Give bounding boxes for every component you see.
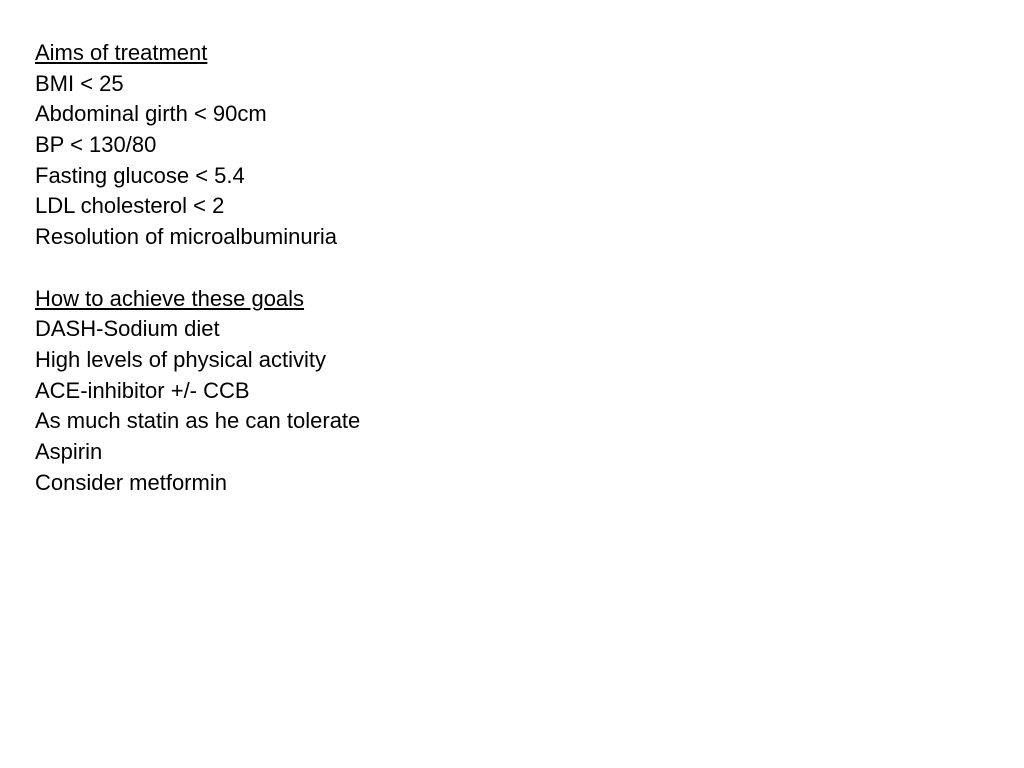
goals-item-dash-diet: DASH-Sodium diet bbox=[35, 316, 220, 342]
goals-item-ace-inhibitor: ACE-inhibitor +/- CCB bbox=[35, 377, 250, 403]
goals-item-aspirin: Aspirin bbox=[35, 438, 103, 464]
goals-item-statin: As much statin as he can tolerate bbox=[35, 408, 361, 434]
aims-item-bmi: BMI < 25 bbox=[35, 70, 124, 96]
aims-item-bp: BP < 130/80 bbox=[35, 132, 157, 158]
goals-item-physical-activity: High levels of physical activity bbox=[35, 346, 327, 372]
aims-item-ldl-cholesterol: LDL cholesterol < 2 bbox=[35, 193, 225, 219]
goals-section bbox=[35, 284, 1024, 499]
aims-item-abdominal-girth: Abdominal girth < 90cm bbox=[35, 101, 267, 127]
aims-heading: Aims of treatment bbox=[35, 40, 208, 65]
aims-item-fasting-glucose: Fasting glucose < 5.4 bbox=[35, 162, 245, 188]
aims-section bbox=[35, 38, 1024, 253]
goals-item-metformin: Consider metformin bbox=[35, 469, 227, 495]
aims-item-microalbuminuria: Resolution of microalbuminuria bbox=[35, 224, 338, 250]
goals-heading: How to achieve these goals bbox=[35, 285, 305, 311]
